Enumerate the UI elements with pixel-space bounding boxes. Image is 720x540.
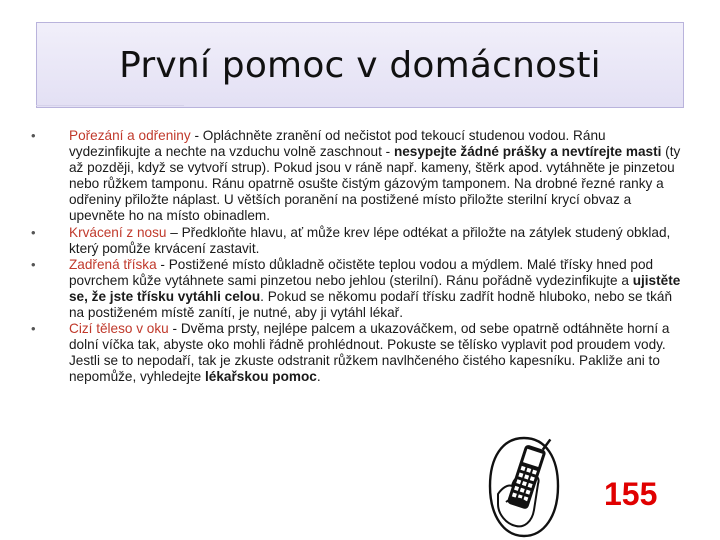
item-text: – Předkloňte hlavu, ať může krev lépe odtékat a přiložte na zátylek studený obklad, který pomůže krvácení zastavit. xyxy=(69,224,671,256)
phone-in-hand-icon xyxy=(484,432,564,540)
first-aid-list xyxy=(28,128,688,386)
emphasis-text: nesypejte žádné prášky a nevtírejte masti xyxy=(393,144,662,160)
item-text: . Pokud se někomu podaří třísku zadřít hodně hluboko, nebo se tkáň na postiženém místě zanítí, je nutné, aby ji vytáhl lékař. xyxy=(69,288,673,321)
emphasis-text: ujistěte se, že jste třísku vytáhli celou xyxy=(69,272,681,304)
item-heading: Pořezání a odřeniny xyxy=(69,128,191,143)
page-number: 155 xyxy=(604,476,658,512)
item-text: - Opláchněte zranění od nečistot pod tekoucí studenou vodou. Ránu vydezinfikujte a nechte na vzduchu volně zaschnout - xyxy=(69,128,606,160)
list-item xyxy=(28,257,688,321)
list-item xyxy=(28,225,688,257)
list-item xyxy=(28,321,688,385)
page-title: První pomoc v domácnosti xyxy=(119,44,601,86)
title-divider xyxy=(36,105,184,106)
bullet: • xyxy=(31,256,36,272)
item-heading: Krvácení z nosu xyxy=(69,224,167,240)
item-heading: Cizí těleso v oku xyxy=(69,321,169,337)
item-text: - Postižené místo důkladně očistěte teplou vodou a mýdlem. Malé třísky hned pod povrchem kůže vytáhnete sami pinzetou nebo jehlou (sterilní). Ránu pořádně vydezinfikujte a xyxy=(69,256,654,288)
item-heading: Zadřená tříska xyxy=(69,256,157,272)
title-box xyxy=(36,22,684,108)
item-text: . xyxy=(316,369,321,385)
item-text: - Dvěma prsty, nejlépe palcem a ukazováčkem, od sebe opatrně odtáhněte horní a dolní víčka tak, abyste oko mohli řádně prohlédnout. Pokuste se tělísko vyplavit pod proudem vody. Jestli se to nepodaří, tak je zkuste odstranit růžkem navlhčeného čistého kapesníku. Pakliže ani to nepomůže, vyhledejte xyxy=(69,321,670,385)
bullet: • xyxy=(31,321,36,337)
bullet: • xyxy=(31,128,36,143)
emphasis-text: lékařskou pomoc xyxy=(205,369,317,385)
bullet: • xyxy=(31,224,36,240)
item-text: (ty až později, když se vytvoří strup). Pokud jsou v ráně např. kameny, štěrk apod. vytáhněte je pinzetou nebo růžkem tamponu. Ránu opatrně osušte čistým gázovým tamponem. Na drobné řezné ranky a odřeniny přiložte náplast. U větších poranění na postižené místo přiložte sterilní krycí obvaz a upevněte ho na místo obinadlem. xyxy=(69,144,681,224)
list-item xyxy=(28,128,688,225)
